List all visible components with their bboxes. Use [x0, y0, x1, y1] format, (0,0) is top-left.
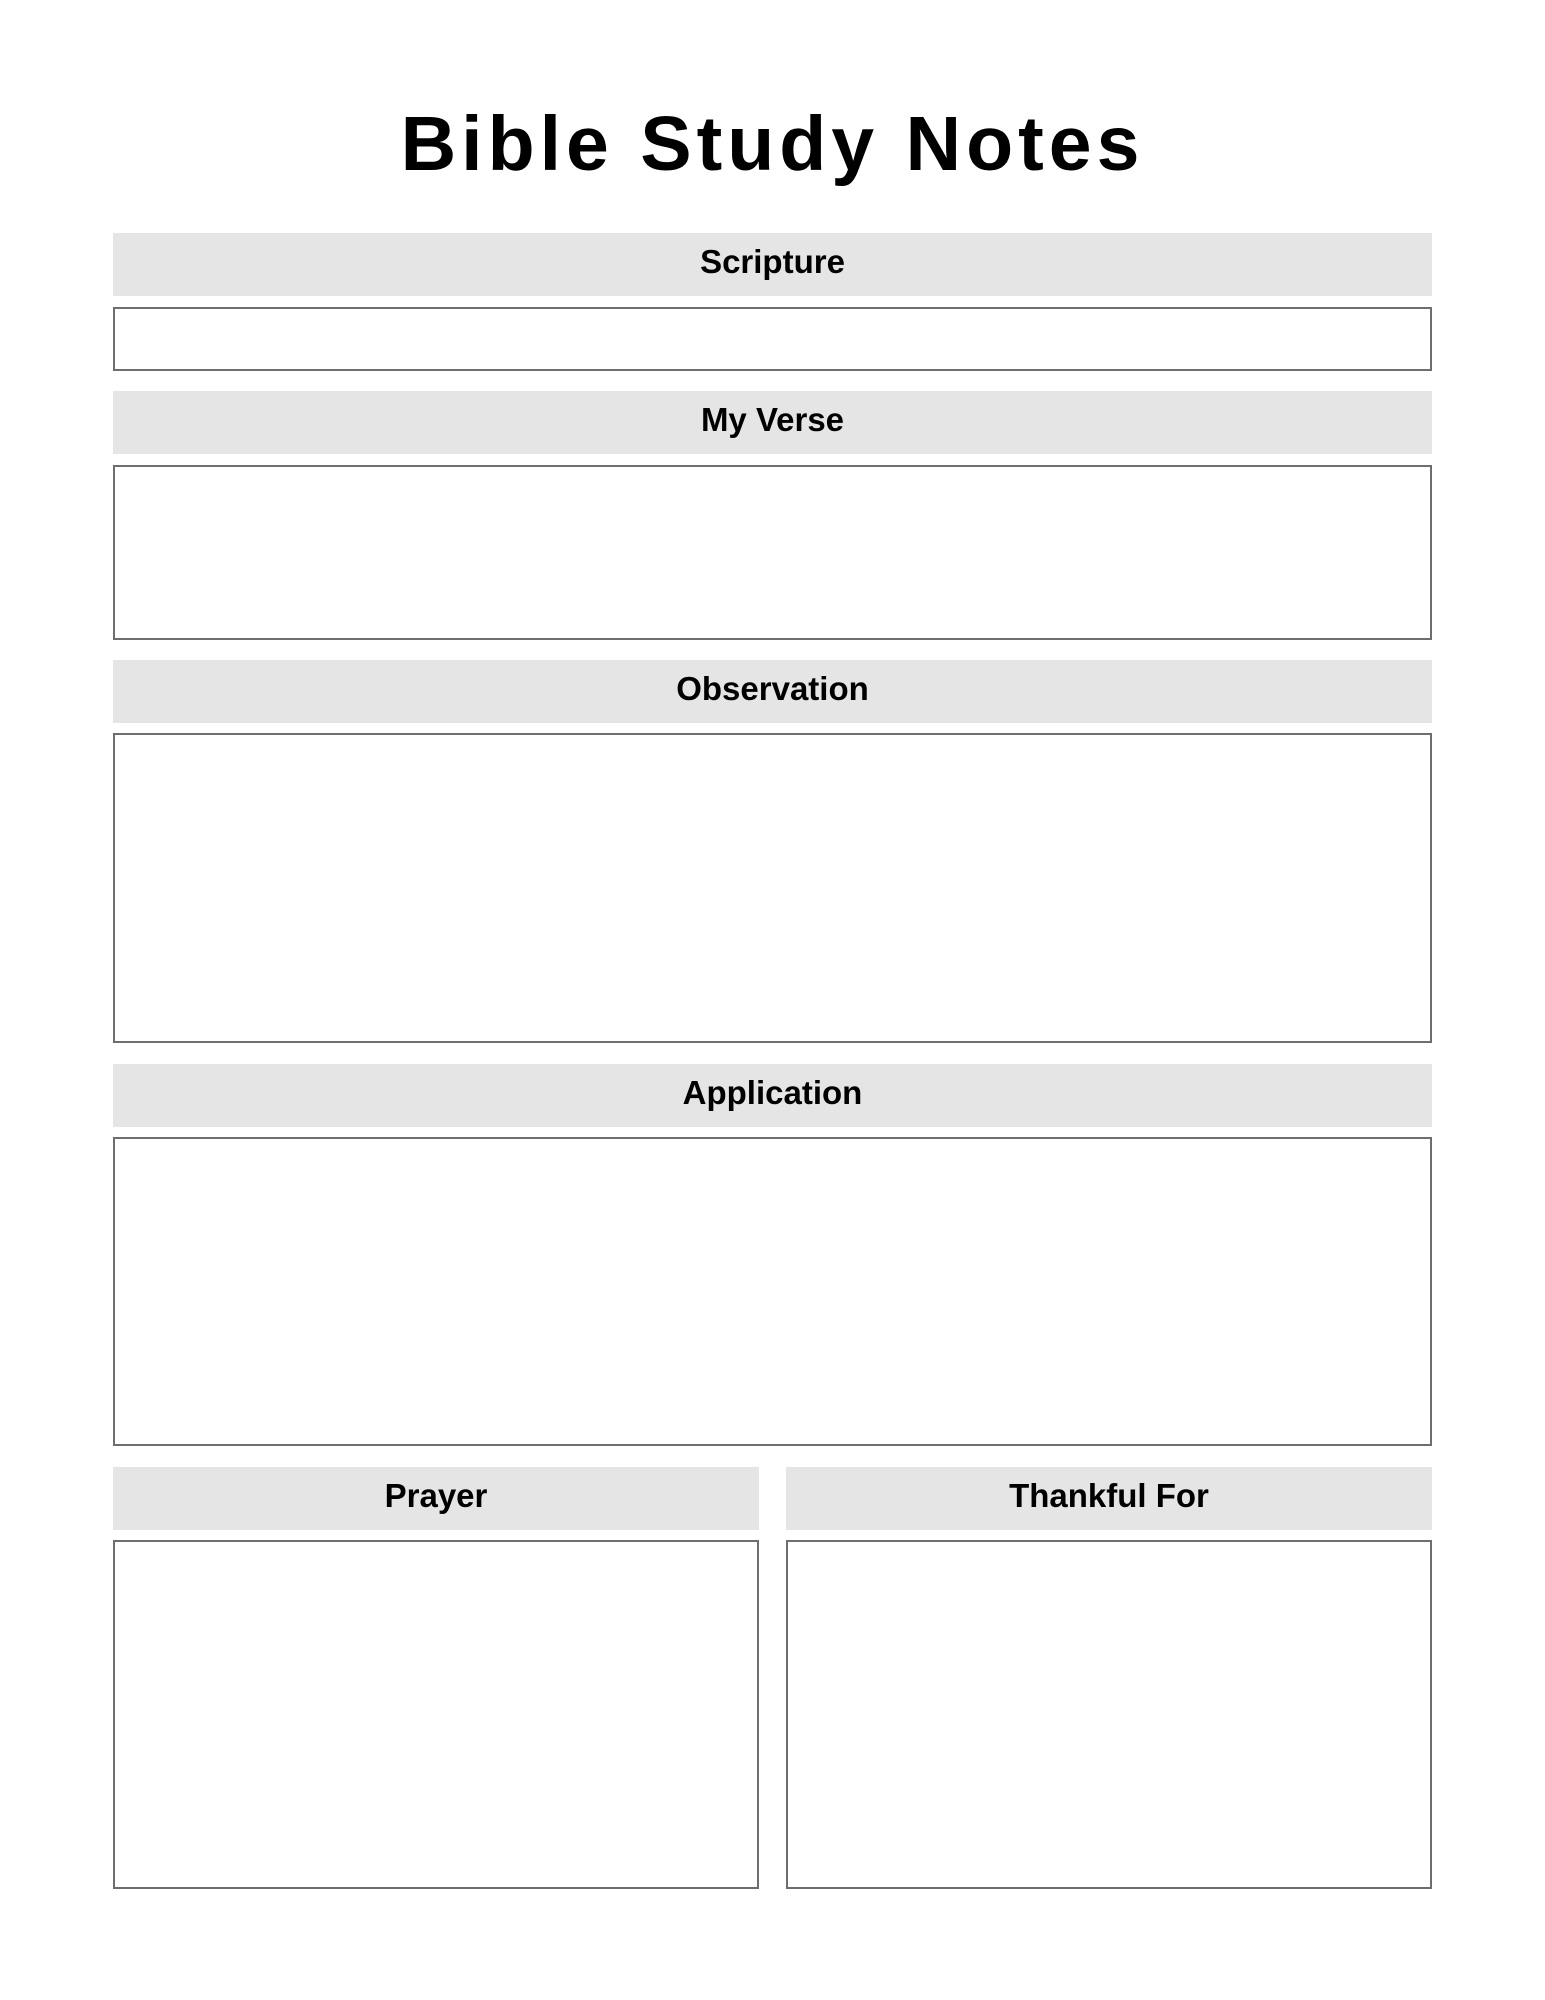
section-header-application: [113, 1064, 1432, 1127]
scripture-field[interactable]: [113, 307, 1432, 371]
section-label-my-verse: My Verse: [700, 401, 845, 438]
section-label-observation: Observation: [676, 670, 869, 707]
thankful-for-field[interactable]: [786, 1540, 1432, 1889]
section-label-prayer: Prayer: [384, 1477, 488, 1514]
section-label-thankful-for: Thankful For: [1009, 1477, 1209, 1514]
section-header-my-verse: [113, 391, 1432, 454]
page-title: Bible Study Notes: [400, 101, 1145, 187]
section-label-application: Application: [682, 1074, 863, 1111]
section-header-scripture: [113, 233, 1432, 296]
section-label-scripture: Scripture: [700, 243, 845, 280]
observation-field[interactable]: [113, 733, 1432, 1043]
my-verse-field[interactable]: [113, 465, 1432, 640]
section-header-thankful-for: [786, 1467, 1432, 1530]
application-field[interactable]: [113, 1137, 1432, 1446]
section-header-observation: [113, 660, 1432, 723]
prayer-field[interactable]: [113, 1540, 759, 1889]
section-header-prayer: [113, 1467, 759, 1530]
